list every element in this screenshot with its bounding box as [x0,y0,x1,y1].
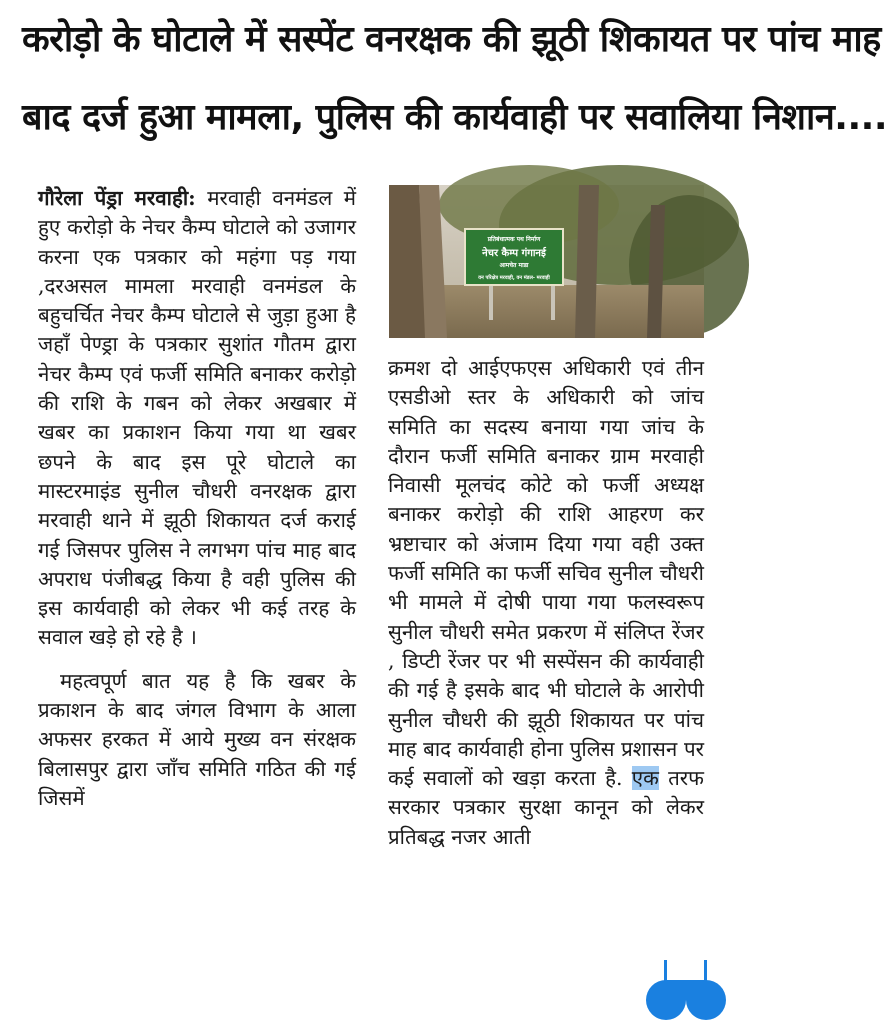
selection-handle-left[interactable] [646,980,686,1020]
paragraph-1-body: मरवाही वनमंडल में हुए करोड़ो के नेचर कैम्प घोटाले को उजागर करना एक पत्रकार को महंगा पड़ गया ,दरअसल मामला मरवाही वनमंडल के बहुचर्चित नेचर कैम्प घोटाले से जुड़ा हुआ है जहाँ पेण्ड्रा के पत्रकार सुशांत गौतम द्वारा नेचर कैम्प एवं फर्जी समिति बनाकर करोड़ो की राशि के गबन को लेकर अखबार में खबर का प्रकाशन किया गया था खबर छपने के बाद इस पूरे घोटाले का मास्टरमाइंड सुनील चौधरी वनरक्षक द्वारा मरवाही थाने में झूठी शिकायत दर्ज कराई गई जिसपर पुलिस ने लगभग पांच माह बाद अपराध पंजीबद्ध किया है वही पुलिस की इस कार्यवाही को लेकर भी कई तरह के सवाल खड़े हो रहे है । [38,186,356,650]
paragraph-3 [388,354,704,852]
selection-stem-right [704,960,707,982]
headline-line-1: करोड़ो के घोटाले में सस्पेंट वनरक्षक की झूठी शिकायत पर पांच माह [22,19,881,60]
sign-line-3: आमचेत माडा [499,262,529,269]
nature-camp-sign-image [389,185,704,338]
selection-handle-right[interactable] [686,980,726,1020]
selected-text[interactable]: एक [631,766,659,791]
paragraph-3-tail: तरफ सरकार पत्रकार सुरक्षा कानून को लेकर प्रतिबद्ध नजर आती [388,766,704,849]
sign-line-4: वन परिक्षेत्र मरवाही, वन मंडल- मरवाही [478,275,550,281]
paragraph-2: महत्वपूर्ण बात यह है कि खबर के प्रकाशन के बाद जंगल विभाग के आला अफसर हरकत में आये मुख्य वन संरक्षक बिलासपुर द्वारा जाँच समिति गठित की गई जिसमें [38,668,356,810]
news-photo [389,185,704,338]
article-column-right [388,354,704,852]
article-column-left [38,184,356,813]
sign-line-1: प्रतिबंधात्मक पथ निर्माण [487,236,541,243]
paragraph-3-body: क्रमश दो आईएफएस अधिकारी एवं तीन एसडीओ स्तर के अधिकारी को जांच समिति का सदस्य बनाया गया जांच के दौरान फर्जी समिति बनाकर ग्राम मरवाही निवासी मूलचंद कोटे को फर्जी अध्यक्ष बनाकर करोड़ो की राशि आहरण कर भ्रष्टाचार को अंजाम दिया गया वही उक्त फर्जी समिति का फर्जी सचिव सुनील चौधरी भी मामले में दोषी पाया गया फलस्वरूप सुनील चौधरी समेत प्रकरण में संलिप्त रेंजर , डिप्टी रेंजर पर भी सस्पेंसन की कार्यवाही की गई है इसके बाद भी घोटाले के आरोपी सुनील चौधरी की झूठी शिकायत पर पांच माह बाद कार्यवाही होना पुलिस प्रशासन पर कई सवालों को खड़ा करता है. [388,356,704,791]
dateline: गौरेला पेंड्रा मरवाही: [38,186,196,210]
headline [22,18,887,140]
headline-line-2: बाद दर्ज हुआ मामला, पुलिस की कार्यवाही पर सवालिया निशान.... [22,97,887,138]
selection-stem-left [664,960,667,982]
sign-line-2: नेचर कैम्प गंगानई [482,248,546,259]
paragraph-1 [38,184,356,653]
